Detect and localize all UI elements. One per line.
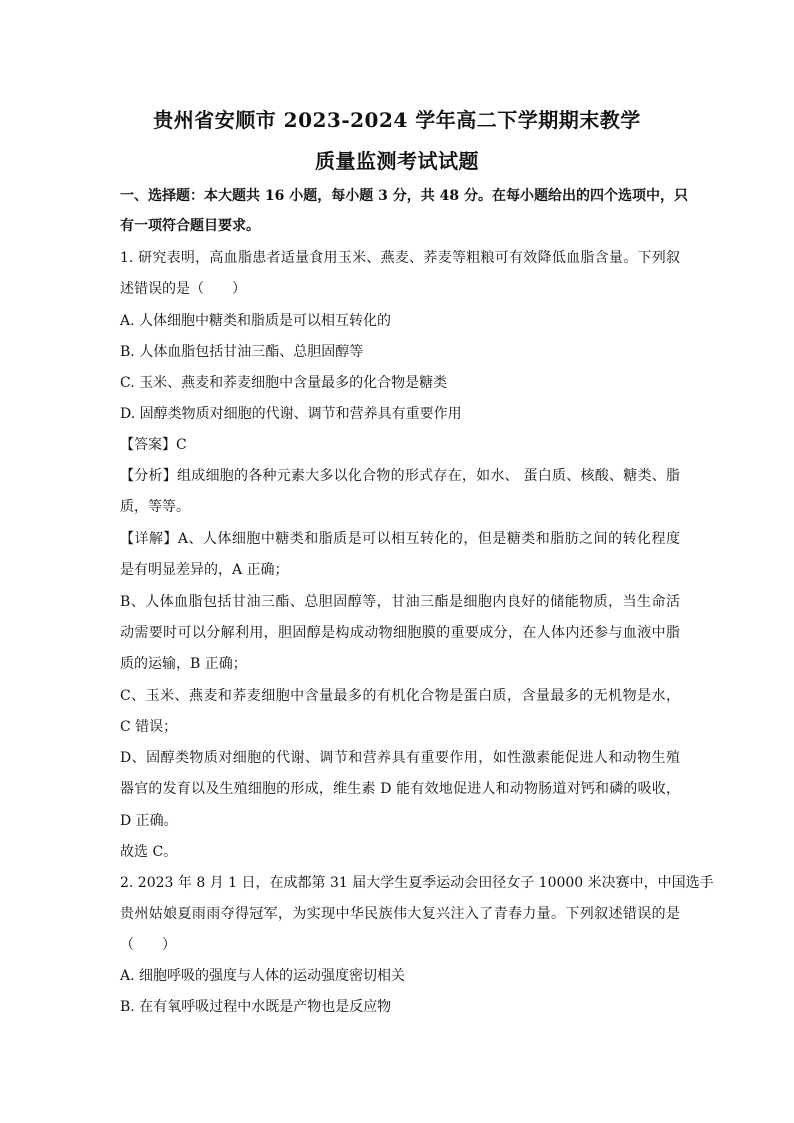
q1-detail-line-10: D 正确。 bbox=[120, 813, 178, 829]
q1-analysis-line-1: 【分析】组成细胞的各种元素大多以化合物的形式存在，如水、 蛋白质、核酸、糖类、脂 bbox=[120, 468, 680, 484]
q1-stem-line-1: 1. 研究表明，高血脂患者适量食用玉米、燕麦、荞麦等粗粮可有效降低血脂含量。下列叙 bbox=[120, 250, 680, 266]
section-header-line-1: 一、选择题：本大题共 16 小题，每小题 3 分，共 48 分。在每小题给出的四个选项中，只 bbox=[120, 188, 688, 204]
q1-analysis-line-2: 质，等等。 bbox=[120, 499, 190, 515]
q1-detail-line-9: 器官的发育以及生殖细胞的形成，维生素 D 能有效地促进人和动物肠道对钙和磷的吸收， bbox=[120, 781, 680, 797]
q1-stem-line-2: 述错误的是（ ） bbox=[120, 281, 246, 297]
q2-stem-line-1: 2. 2023 年 8 月 1 日，在成都第 31 届大学生夏季运动会田径女子 10000 米决赛中，中国选手 bbox=[120, 875, 714, 891]
q1-detail-line-11: 故选 C。 bbox=[120, 844, 178, 860]
document-title-line-2: 质量监测考试试题 bbox=[315, 149, 479, 173]
q2-option-a: A. 细胞呼吸的强度与人体的运动强度密切相关 bbox=[120, 968, 406, 984]
section-header-line-2: 有一项符合题目要求。 bbox=[120, 218, 260, 234]
q1-detail-line-2: 是有明显差异的，A 正确； bbox=[120, 562, 289, 578]
document-title-line-1: 贵州省安顺市 2023-2024 学年高二下学期期末教学 bbox=[153, 108, 641, 132]
q1-detail-line-8: D、固醇类物质对细胞的代谢、调节和营养具有重要作用，如性激素能促进人和动物生殖 bbox=[120, 750, 680, 766]
q1-detail-line-6: C、玉米、燕麦和荞麦细胞中含量最多的有机化合物是蛋白质，含量最多的无机物是水， bbox=[120, 688, 680, 704]
q1-option-c: C. 玉米、燕麦和荞麦细胞中含量最多的化合物是糖类 bbox=[120, 375, 448, 391]
q1-detail-line-1: 【详解】A、人体细胞中糖类和脂质是可以相互转化的，但是糖类和脂肪之间的转化程度 bbox=[120, 531, 680, 547]
q1-option-a: A. 人体细胞中糖类和脂质是可以相互转化的 bbox=[120, 313, 392, 329]
q1-detail-line-7: C 错误； bbox=[120, 719, 178, 735]
q1-detail-line-3: B、人体血脂包括甘油三酯、总胆固醇等，甘油三酯是细胞内良好的储能物质，当生命活 bbox=[120, 594, 680, 610]
q2-option-b: B. 在有氧呼吸过程中水既是产物也是反应物 bbox=[120, 999, 392, 1015]
q2-stem-line-3: （ ） bbox=[120, 937, 176, 953]
q1-detail-line-5: 质的运输，B 正确； bbox=[120, 656, 247, 672]
q1-detail-line-4: 动需要时可以分解利用，胆固醇是构成动物细胞膜的重要成分，在人体内还参与血液中脂 bbox=[120, 625, 680, 641]
q1-option-b: B. 人体血脂包括甘油三酯、总胆固醇等 bbox=[120, 344, 364, 360]
q2-stem-line-2: 贵州姑娘夏雨雨夺得冠军，为实现中华民族伟大复兴注入了青春力量。下列叙述错误的是 bbox=[120, 906, 680, 922]
q1-answer: 【答案】C bbox=[120, 437, 187, 453]
q1-option-d: D. 固醇类物质对细胞的代谢、调节和营养具有重要作用 bbox=[120, 406, 462, 422]
